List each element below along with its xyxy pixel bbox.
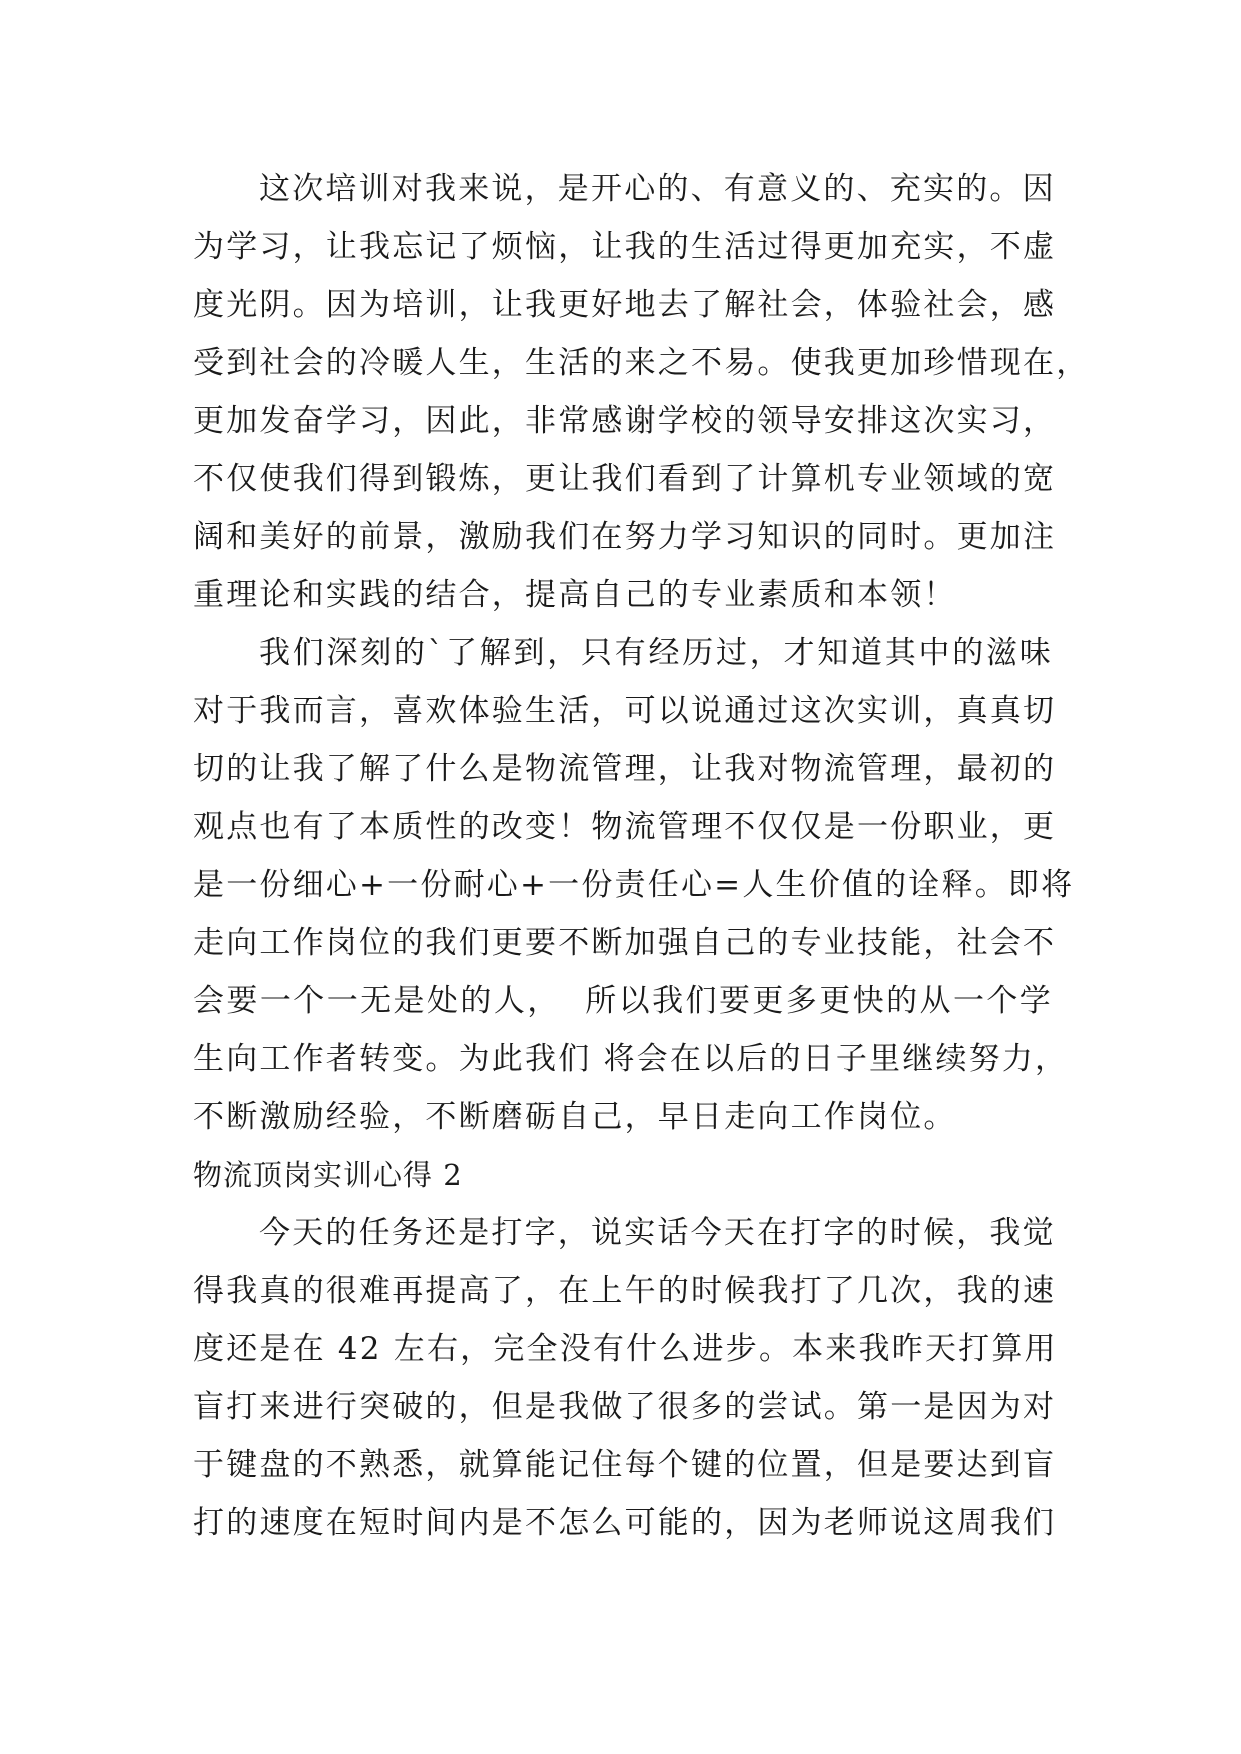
text-line: 这次培训对我来说，是开心的、有意义的、充实的。因 [259,171,1056,207]
text-line: 得我真的很难再提高了，在上午的时候我打了几次，我的速 [193,1273,1057,1309]
text-line: 度还是在 42 左右，完全没有什么进步。本来我昨天打算用 [193,1331,1058,1367]
text-line: 不断激励经验，不断磨砺自己，早日走向工作岗位。 [193,1099,957,1135]
document-body [193,160,1090,1552]
text-line: 于键盘的不熟悉，就算能记住每个键的位置，但是要达到盲 [193,1447,1057,1483]
paragraph [193,624,1075,1146]
text-line: 会要一个一无是处的人， 所以我们要更多更快的从一个学 [193,983,1053,1019]
text-line: 今天的任务还是打字，说实话今天在打字的时候，我觉 [259,1215,1056,1251]
paragraph [193,160,1090,624]
section-heading: 物流顶岗实训心得 2 [193,1158,463,1192]
text-line: 打的速度在短时间内是不怎么可能的，因为老师说这周我们 [193,1505,1057,1541]
text-line: 阔和美好的前景，激励我们在努力学习知识的同时。更加注 [193,519,1057,555]
text-line: 观点也有了本质性的改变！物流管理不仅仅是一份职业，更 [193,809,1057,845]
text-line: 为学习，让我忘记了烦恼，让我的生活过得更加充实，不虚 [193,229,1057,265]
paragraph [193,1204,1058,1552]
text-line: 是一份细心+一份耐心+一份责任心=人生价值的诠释。即将 [193,867,1075,903]
text-line: 不仅使我们得到锻炼，更让我们看到了计算机专业领域的宽 [193,461,1057,497]
text-line: 重理论和实践的结合，提高自己的专业素质和本领！ [193,577,957,613]
text-line: 走向工作岗位的我们更要不断加强自己的专业技能，社会不 [193,925,1057,961]
text-line: 度光阴。因为培训，让我更好地去了解社会，体验社会，感 [193,287,1057,323]
text-line: 切的让我了解了什么是物流管理，让我对物流管理，最初的 [193,751,1057,787]
text-line: 我们深刻的`了解到，只有经历过，才知道其中的滋味 [259,635,1053,671]
text-line: 对于我而言，喜欢体验生活，可以说通过这次实训，真真切 [193,693,1057,729]
text-line: 受到社会的冷暖人生，生活的来之不易。使我更加珍惜现在， [193,345,1090,381]
text-line: 盲打来进行突破的，但是我做了很多的尝试。第一是因为对 [193,1389,1057,1425]
text-line: 生向工作者转变。为此我们 将会在以后的日子里继续努力， [193,1041,1069,1077]
text-line: 更加发奋学习，因此，非常感谢学校的领导安排这次实习， [193,403,1057,439]
